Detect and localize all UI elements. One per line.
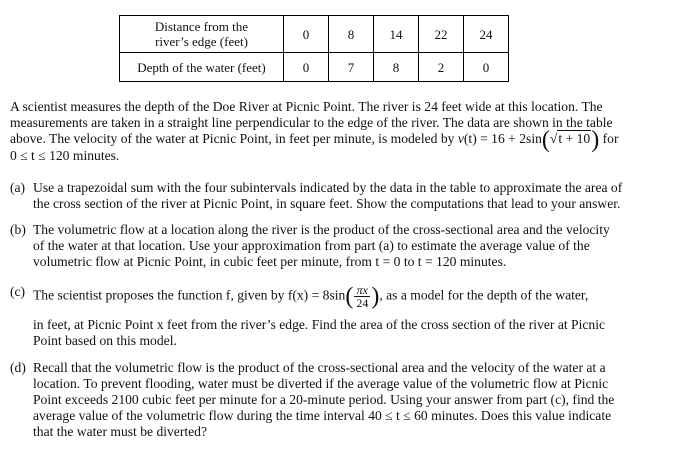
part-label: (a): [10, 180, 26, 195]
intro-line: 0 ≤ t ≤ 120 minutes.: [10, 148, 120, 163]
depth-cell: 0: [464, 53, 509, 82]
part-line: Use a trapezoidal sum with the four subintervals indicated by the data in the table to approximate the area of: [33, 180, 623, 195]
distance-header-line1: Distance from the: [154, 19, 249, 34]
part-line: the cross section of the river at Picnic Point, in square feet. Show the computations that lead to your answer.: [33, 196, 621, 211]
distance-cell: 22: [419, 16, 464, 53]
intro-line: above. The velocity of the water at Picnic Point, in feet per minute, is modeled by v(t) = 16 + 2sin(√t + 10) for: [10, 127, 619, 153]
part-line: average value of the volumetric flow during the time interval 40 ≤ t ≤ 60 minutes. Does this value indicate: [33, 408, 612, 423]
part-line: Point based on this model.: [33, 333, 177, 348]
part-line: [33, 284, 676, 309]
part-d: [10, 360, 676, 440]
part-a: [10, 180, 676, 212]
velocity-symbol: v: [457, 131, 464, 146]
velocity-formula: (t) = 16 + 2sin: [463, 131, 542, 146]
depth-header: Depth of the water (feet): [120, 53, 284, 82]
part-line: location. To prevent flooding, water must be diverted if the average value of the volumetric flow at Picnic: [33, 376, 609, 391]
depth-cell: 2: [419, 53, 464, 82]
depth-cell: 8: [374, 53, 419, 82]
intro-text: for: [599, 131, 619, 146]
part-label: (d): [10, 360, 26, 375]
part-text: The scientist proposes the function f, given by f(x) = 8sin: [33, 287, 346, 303]
distance-cell: 14: [374, 16, 419, 53]
intro-line: measurements are taken in a straight line perpendicular to the edge of the river. The data are shown in the table: [10, 115, 613, 130]
fraction-numerator: πx: [354, 284, 370, 297]
depth-cell: 0: [284, 53, 329, 82]
paren-open: (: [541, 127, 550, 153]
paren-open: (: [345, 283, 354, 310]
distance-cell: 24: [464, 16, 509, 53]
data-table: [119, 15, 509, 82]
part-line: volumetric flow at Picnic Point, in cubic feet per minute, from t = 0 to t = 120 minutes.: [33, 254, 507, 269]
paren-close: ): [591, 127, 600, 153]
distance-header: [120, 16, 284, 53]
part-text: , as a model for the depth of the water,: [379, 287, 589, 303]
intro-paragraph: [10, 99, 676, 164]
paren-close: ): [371, 283, 380, 310]
depth-cell: 7: [329, 53, 374, 82]
distance-header-line2: river’s edge (feet): [155, 34, 248, 49]
table-row-depth: [120, 53, 509, 82]
distance-cell: 0: [284, 16, 329, 53]
fraction-denominator: 24: [356, 296, 369, 310]
part-b: [10, 222, 676, 270]
part-label: (b): [10, 222, 26, 237]
part-line: Point exceeds 2100 cubic feet per minute for a 20-minute period. Using your answer from part (c), find the: [33, 392, 615, 407]
part-label: (c): [10, 284, 26, 299]
intro-text: above. The velocity of the water at Picnic Point, in feet per minute, is modeled by: [10, 131, 458, 146]
intro-line: A scientist measures the depth of the Doe River at Picnic Point. The river is 24 feet wide at this location. The: [10, 99, 603, 114]
part-c: [10, 284, 676, 349]
part-line: Recall that the volumetric flow is the product of the cross-sectional area and the velocity of the water at a: [33, 360, 606, 375]
part-line: in feet, at Picnic Point x feet from the river’s edge. Find the area of the cross section of the river at Picnic: [33, 317, 606, 332]
part-line: that the water must be diverted?: [33, 424, 208, 439]
fraction: [354, 284, 370, 309]
sqrt-argument: t + 10: [558, 131, 591, 146]
table-row-distance: [120, 16, 509, 53]
part-line: The volumetric flow at a location along the river is the product of the cross-sectional area and the velocity: [33, 222, 610, 237]
distance-cell: 8: [329, 16, 374, 53]
part-line: of the water at that location. Use your approximation from part (a) to estimate the average value of the: [33, 238, 590, 253]
